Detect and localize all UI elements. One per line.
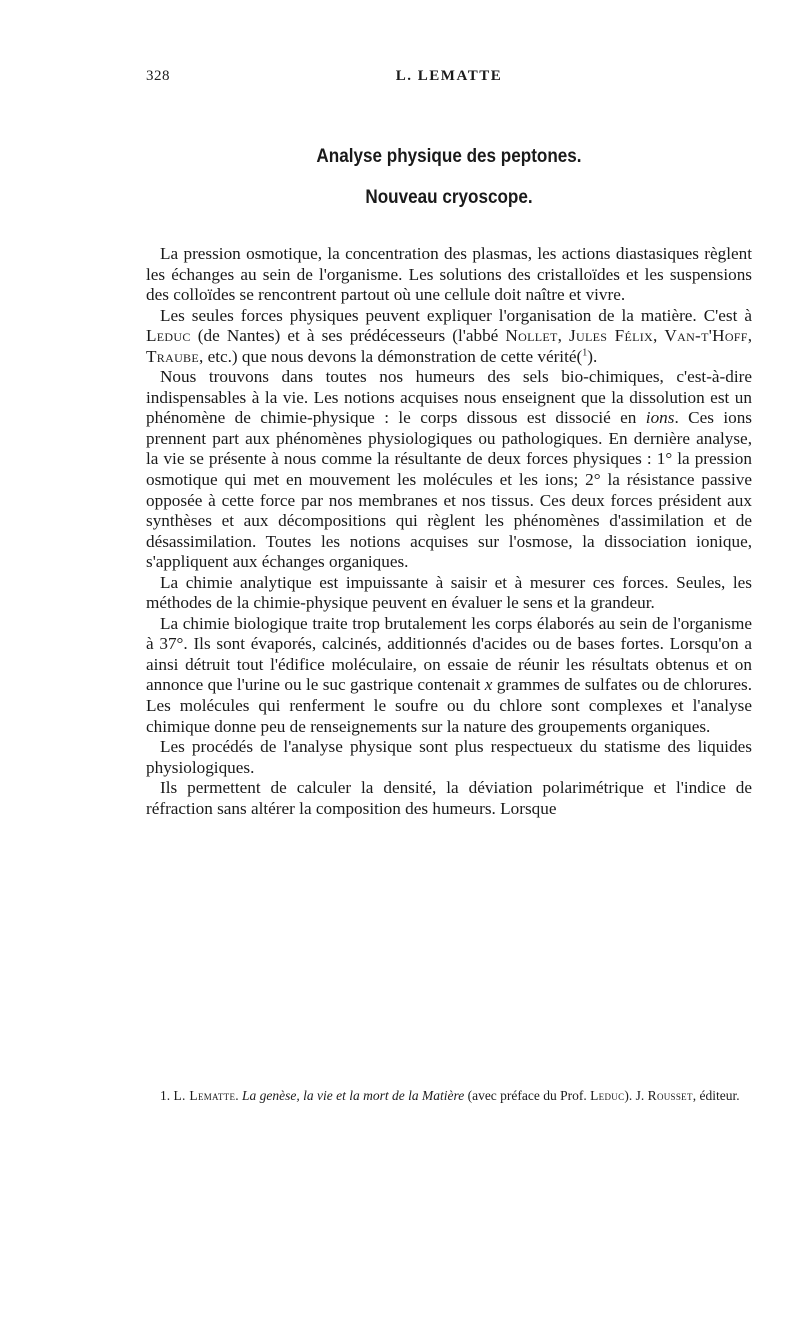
footnote-number: 1. <box>160 1088 174 1103</box>
text-run: ). <box>587 346 598 366</box>
running-head-author: L. LEMATTE <box>395 68 503 84</box>
text-run: grammes de sulfates ou de chlorures. Les molécules qui renferment le soufre ou du chlore sont complexes et l'analyse chimique donne peu de renseignements sur la nature des groupements organiques. <box>146 675 752 736</box>
italic-ions: ions <box>645 408 675 428</box>
text-run: , <box>653 326 665 346</box>
paragraph-7: Ils permettent de calculer la densité, la déviation polarimétrique et l'indice de réfraction sans altérer la composition des humeurs. Lorsque <box>146 778 752 818</box>
text-run: , <box>557 326 570 346</box>
text-run: (avec préface du Prof. <box>464 1088 591 1103</box>
footnote-ref: 1 <box>582 347 588 358</box>
text-run: ). J. <box>624 1088 648 1103</box>
article-subtitle: Nouveau cryoscope. <box>365 187 533 208</box>
footnote-publisher: Rousset <box>647 1088 693 1103</box>
footnote <box>146 1086 752 1106</box>
name-traube: Traube <box>146 346 199 366</box>
paragraph-3 <box>146 367 752 572</box>
text-run: , etc.) que nous devons la démonstration de cette vérité( <box>198 346 583 366</box>
text-run: Nous trouvons dans toutes nos humeurs des sels bio-chimiques, c'est-à-dire indispensables à la vie. Les notions acquises nous enseignent que la dissolution est un phénomène de chimie-physique : le corps dissous est dissocié en <box>146 367 752 428</box>
italic-x: x <box>484 675 493 695</box>
name-jules-felix: Jules Félix <box>569 326 653 346</box>
text-run: , éditeur. <box>692 1088 740 1103</box>
name-nollet: Nollet <box>505 326 558 346</box>
text-run: . Ces ions prennent part aux phénomènes physiologiques ou pathologiques. En dernière analyse, la vie se présente à nous comme la résultante de deux forces physiques : 1° la pression osmotique qui met en mouvement les molécules et les ions; 2° la résistance passive opposée à cette force par nos membranes et nos tissus. Ces deux forces président aux synthèses et aux décompositions qui règlent les phénomènes d'assimilation et de désassimilation. Toutes les notions acquises sur l'osmose, la dissociation ionique, s'appliquent aux échanges organiques. <box>146 408 752 572</box>
paragraph-5 <box>146 614 752 737</box>
article-title: Analyse physique des peptones. <box>316 146 582 167</box>
footnote-leduc: Leduc <box>590 1088 625 1103</box>
text-run: (de Nantes) et à ses prédécesseurs (l'abbé <box>190 326 506 346</box>
text-run: La chimie biologique traite trop brutalement les corps élaborés au sein de l'organisme à 37°. Ils sont évaporés, calcinés, additionnés d'acides ou de bases fortes. Lorsqu'on a ainsi détruit tout l'édifice moléculaire, on essaie de réunir les résultats obtenus et on annonce que l'urine ou le suc gastrique contenait <box>146 613 752 695</box>
name-van-t-hoff: Van-t'Hoff <box>664 326 748 346</box>
body-text <box>146 244 752 819</box>
paragraph-4: La chimie analytique est impuissante à saisir et à mesurer ces forces. Seules, les méthodes de la chimie-physique peuvent en évaluer le sens et la grandeur. <box>146 572 752 613</box>
text-run: . <box>235 1088 242 1103</box>
paragraph-1: La pression osmotique, la concentration des plasmas, les actions diastasiques règlent les échanges au sein de l'organisme. Les solutions des cristalloïdes et les suspensions des colloïdes se rencontrent partout où une cellule doit naître et vivre. <box>146 244 752 305</box>
paragraph-6: Les procédés de l'analyse physique sont plus respectueux du statisme des liquides physiologiques. <box>146 737 752 777</box>
running-head <box>146 68 752 92</box>
text-run: Les seules forces physiques peuvent expliquer l'organisation de la matière. C'est à <box>160 305 752 325</box>
name-leduc: Leduc <box>146 326 191 346</box>
paragraph-2 <box>146 306 752 368</box>
footnote-work-title: La genèse, la vie et la mort de la Matière <box>242 1088 465 1103</box>
text-run: , <box>747 326 753 346</box>
page-number: 328 <box>146 68 170 84</box>
footnote-author: L. Lematte <box>173 1088 236 1103</box>
